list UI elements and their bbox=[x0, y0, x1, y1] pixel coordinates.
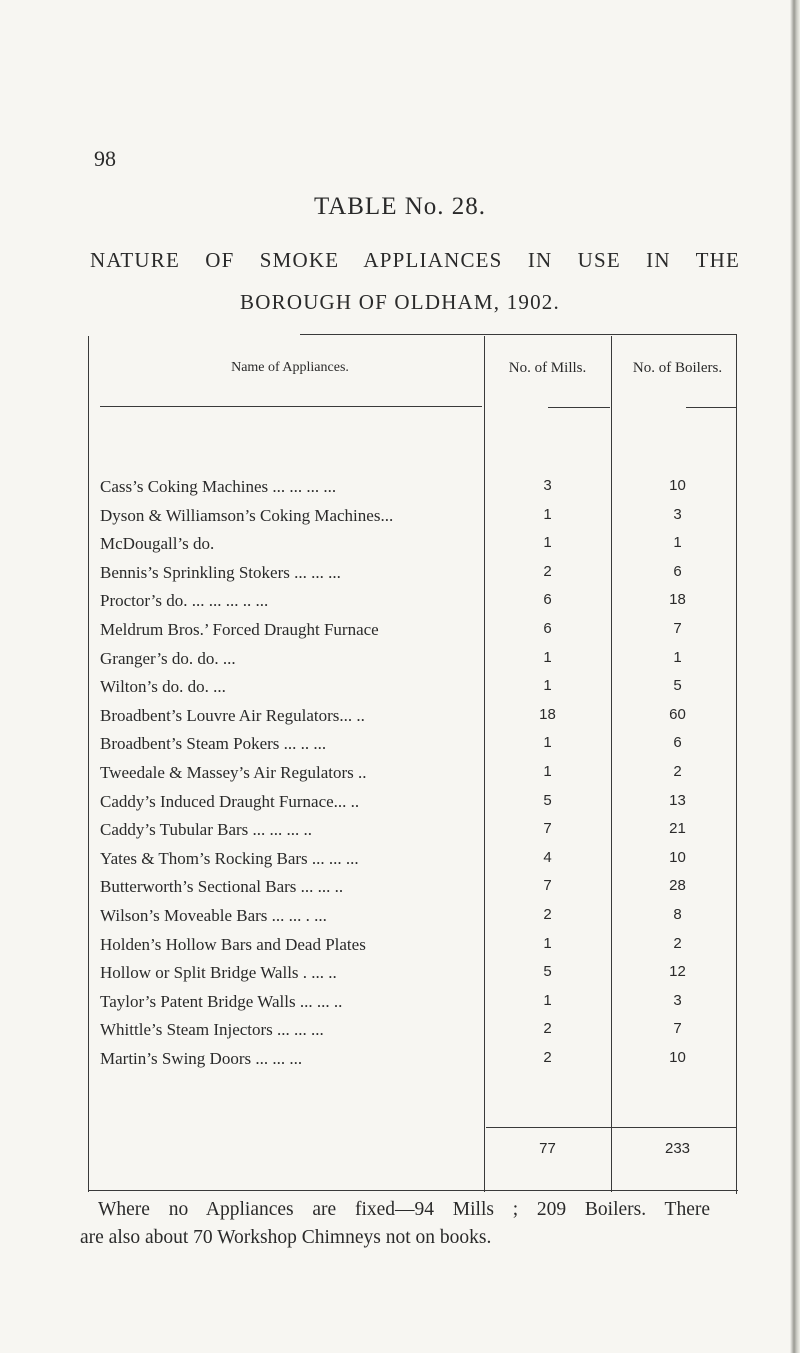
column-header-mills: No. of Mills. bbox=[508, 360, 587, 376]
appliance-name: Caddy’s Induced Draught Furnace... .. bbox=[100, 791, 360, 811]
mills-count: 2 bbox=[543, 562, 552, 580]
boilers-count: 7 bbox=[673, 619, 682, 637]
mills-count: 2 bbox=[543, 1048, 552, 1066]
table-title: TABLE No. 28. bbox=[313, 193, 487, 220]
mills-count: 1 bbox=[543, 534, 552, 552]
appliance-name: Dyson & Williamson’s Coking Machines... bbox=[100, 505, 394, 525]
appliance-name: Wilton’s do. do. ... bbox=[100, 677, 226, 697]
boilers-count: 7 bbox=[673, 1020, 682, 1038]
boilers-count: 10 bbox=[669, 848, 686, 866]
boilers-count: 2 bbox=[673, 762, 682, 780]
table-row bbox=[0, 534, 800, 563]
table-row bbox=[0, 706, 800, 735]
table-row bbox=[0, 906, 800, 935]
appliance-name: Yates & Thom’s Rocking Bars ... ... ... bbox=[100, 848, 359, 868]
table-row bbox=[0, 1020, 800, 1049]
mills-count: 5 bbox=[543, 963, 552, 981]
appliance-name: Holden’s Hollow Bars and Dead Plates bbox=[100, 934, 366, 954]
mills-count: 2 bbox=[543, 905, 552, 923]
footnote-line2: are also about 70 Workshop Chimneys not on books. bbox=[80, 1227, 492, 1248]
boilers-count: 3 bbox=[673, 991, 682, 1009]
table-row bbox=[0, 620, 800, 649]
header-bottom-rule bbox=[100, 406, 482, 407]
table-row bbox=[0, 992, 800, 1021]
total-mills: 77 bbox=[539, 1140, 556, 1157]
total-boilers: 233 bbox=[664, 1140, 691, 1157]
header-bottom-rule-boilers bbox=[686, 407, 736, 408]
boilers-count: 3 bbox=[673, 505, 682, 523]
appliance-name: Bennis’s Sprinkling Stokers ... ... ... bbox=[100, 562, 341, 582]
table-subtitle-line1: NATURE OF SMOKE APPLIANCES IN USE IN THE bbox=[90, 248, 740, 272]
boilers-count: 6 bbox=[673, 562, 682, 580]
table-row bbox=[0, 849, 800, 878]
table-top-rule bbox=[300, 334, 736, 335]
table-bottom-rule bbox=[88, 1190, 738, 1191]
boilers-count: 13 bbox=[669, 791, 686, 809]
boilers-count: 28 bbox=[669, 877, 686, 895]
mills-count: 7 bbox=[543, 820, 552, 838]
table-subtitle-line2: BOROUGH OF OLDHAM, 1902. bbox=[240, 290, 560, 314]
mills-count: 1 bbox=[543, 648, 552, 666]
footnote-line1: Where no Appliances are fixed—94 Mills ; 209 Boilers. There bbox=[98, 1199, 710, 1220]
appliance-name: Taylor’s Patent Bridge Walls ... ... .. bbox=[100, 991, 343, 1011]
mills-count: 3 bbox=[543, 477, 552, 494]
mills-count: 7 bbox=[543, 877, 552, 895]
table-body bbox=[0, 477, 800, 1077]
mills-count: 6 bbox=[543, 619, 552, 637]
header-bottom-rule-mills bbox=[548, 407, 610, 408]
appliance-name: Tweedale & Massey’s Air Regulators .. bbox=[100, 762, 367, 782]
appliance-name: Meldrum Bros.’ Forced Draught Furnace bbox=[100, 619, 379, 639]
mills-count: 1 bbox=[543, 934, 552, 952]
mills-count: 1 bbox=[543, 991, 552, 1009]
table-row bbox=[0, 591, 800, 620]
appliance-name: Hollow or Split Bridge Walls . ... .. bbox=[100, 963, 337, 983]
totals-rule bbox=[486, 1127, 736, 1128]
appliance-name: Caddy’s Tubular Bars ... ... ... .. bbox=[100, 820, 313, 840]
boilers-count: 5 bbox=[673, 677, 682, 695]
table-row bbox=[0, 563, 800, 592]
appliance-name: Martin’s Swing Doors ... ... ... bbox=[100, 1048, 303, 1068]
boilers-count: 1 bbox=[673, 534, 682, 552]
boilers-count: 60 bbox=[669, 705, 686, 723]
boilers-count: 18 bbox=[669, 591, 686, 609]
boilers-count: 8 bbox=[673, 905, 682, 923]
boilers-count: 1 bbox=[673, 648, 682, 666]
mills-count: 5 bbox=[543, 791, 552, 809]
table-row bbox=[0, 963, 800, 992]
mills-count: 1 bbox=[543, 505, 552, 523]
appliance-name: Broadbent’s Louvre Air Regulators... .. bbox=[100, 705, 365, 725]
appliance-name: Granger’s do. do. ... bbox=[100, 648, 236, 668]
boilers-count: 12 bbox=[669, 963, 686, 981]
table-row bbox=[0, 820, 800, 849]
appliance-name: Cass’s Coking Machines ... ... ... ... bbox=[100, 477, 337, 496]
mills-count: 2 bbox=[543, 1020, 552, 1038]
table-row bbox=[0, 877, 800, 906]
table-row bbox=[0, 677, 800, 706]
table-row bbox=[0, 649, 800, 678]
boilers-count: 10 bbox=[669, 477, 686, 494]
mills-count: 6 bbox=[543, 591, 552, 609]
table-row bbox=[0, 506, 800, 535]
boilers-count: 2 bbox=[673, 934, 682, 952]
mills-count: 1 bbox=[543, 762, 552, 780]
table-row bbox=[0, 935, 800, 964]
table-row bbox=[0, 477, 800, 506]
appliance-name: Proctor’s do. ... ... ... .. ... bbox=[100, 591, 269, 611]
table-row bbox=[0, 734, 800, 763]
mills-count: 4 bbox=[543, 848, 552, 866]
table-row bbox=[0, 763, 800, 792]
appliance-name: Broadbent’s Steam Pokers ... .. ... bbox=[100, 734, 327, 754]
boilers-count: 21 bbox=[669, 820, 686, 838]
mills-count: 18 bbox=[539, 705, 556, 723]
table-row bbox=[0, 1049, 800, 1078]
page-number: 98 bbox=[94, 146, 116, 171]
mills-count: 1 bbox=[543, 734, 552, 752]
appliance-name: Whittle’s Steam Injectors ... ... ... bbox=[100, 1020, 324, 1040]
column-header-name: Name of Appliances. bbox=[231, 360, 349, 375]
boilers-count: 10 bbox=[669, 1048, 686, 1066]
appliance-name: Wilson’s Moveable Bars ... ... . ... bbox=[100, 905, 327, 925]
mills-count: 1 bbox=[543, 677, 552, 695]
column-header-boilers: No. of Boilers. bbox=[632, 360, 723, 376]
appliance-name: McDougall’s do. bbox=[100, 534, 215, 554]
table-row bbox=[0, 792, 800, 821]
appliance-name: Butterworth’s Sectional Bars ... ... .. bbox=[100, 877, 344, 897]
boilers-count: 6 bbox=[673, 734, 682, 752]
